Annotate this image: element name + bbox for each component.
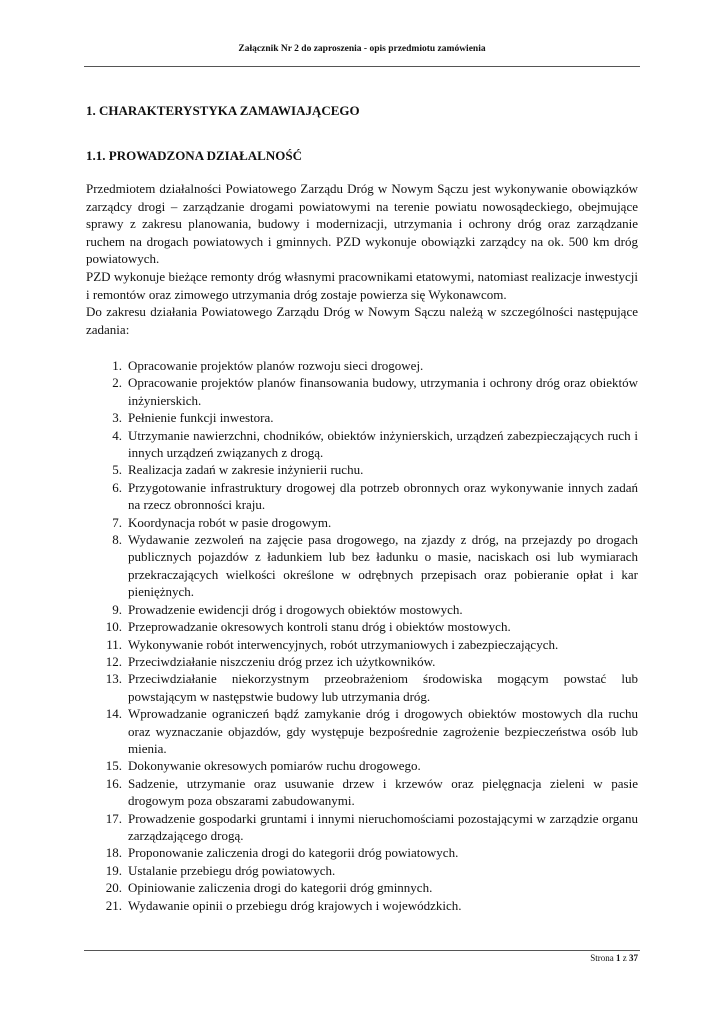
task-number: 13. [105, 671, 122, 687]
task-number: 10. [105, 619, 122, 635]
task-number: 20. [105, 880, 122, 896]
task-item [86, 757, 638, 774]
task-number: 3. [112, 410, 122, 426]
task-text: Wydawanie opinii o przebiegu dróg krajowych i wojewódzkich. [128, 897, 462, 913]
task-number: 8. [112, 532, 122, 548]
task-number: 14. [105, 706, 122, 722]
task-number: 1. [112, 358, 122, 373]
task-text: Proponowanie zaliczenia drogi do kategorii dróg powiatowych. [128, 845, 459, 861]
paragraph: PZD wykonuje bieżące remonty dróg własnymi pracownikami etatowymi, natomiast realizacje inwestycji i remontów oraz zimowego utrzymania dróg zostaje powierza się Wykonawcom. [86, 268, 638, 302]
task-text: Sadzenie, utrzymanie oraz usuwanie drzew i krzewów oraz pielęgnacja zieleni w pasie drogowym poza obszarami zabudowanymi. [128, 775, 638, 809]
task-item [86, 618, 638, 635]
page-label: Strona [590, 953, 614, 963]
task-number: 19. [105, 862, 122, 878]
task-item [86, 636, 638, 653]
task-number: 5. [112, 462, 122, 478]
task-number: 21. [105, 897, 122, 913]
task-text: Koordynacja robót w pasie drogowym. [128, 514, 332, 530]
task-item [86, 357, 638, 374]
task-item [86, 531, 638, 601]
task-item [86, 897, 638, 914]
task-item [86, 479, 638, 514]
header-divider [84, 66, 640, 67]
task-item [86, 514, 638, 531]
task-number: 11. [106, 636, 122, 652]
intro-text [86, 180, 638, 338]
paragraph: Do zakresu działania Powiatowego Zarządu Dróg w Nowym Sączu należą w szczególności następujące zadania: [86, 304, 638, 337]
task-item [86, 862, 638, 879]
task-text: Utrzymanie nawierzchni, chodników, obiektów inżynierskich, urządzeń zabezpieczających ruch i innych urządzeń związanych z drogą. [128, 427, 638, 461]
task-text: Dokonywanie okresowych pomiarów ruchu drogowego. [128, 758, 421, 774]
paragraph: Przedmiotem działalności Powiatowego Zarządu Dróg w Nowym Sączu jest wykonywanie obowiązków zarządcy drogi – zarządzanie drogami powiatowymi na terenie powiatu nowosądeckiego, obejmujące sprawy z zakresu planowania, budowy i modernizacji, utrzymania i ochrony dróg oraz zarządzanie ruchem na drogach powiatowych i gminnych. PZD wykonuje obowiązki zarządcy na ok. 500 km dróg powiatowych. [86, 181, 638, 267]
task-text: Wykonywanie robót interwencyjnych, robót utrzymaniowych i zabezpieczających. [128, 636, 559, 652]
task-list [86, 357, 638, 914]
task-item [86, 653, 638, 670]
page-number [590, 953, 638, 963]
task-number: 7. [112, 514, 122, 530]
task-item [86, 409, 638, 426]
task-item [86, 810, 638, 845]
task-text: Wydawanie zezwoleń na zajęcie pasa drogowego, na zjazdy z dróg, na przejazdy po drogach publicznych pojazdów z ładunkiem lub bez ładunku o masie, naciskach osi lub wymiarach przekraczających wielkości określone w odrębnych przepisach oraz pobieranie opłat i kar pieniężnych. [128, 532, 638, 600]
current-page: 1 [616, 953, 621, 963]
task-text: Ustalanie przebiegu dróg powiatowych. [128, 862, 336, 878]
section-heading-1-1: 1.1. PROWADZONA DZIAŁALNOŚĆ [86, 148, 302, 163]
task-number: 6. [112, 479, 122, 495]
task-text: Prowadzenie ewidencji dróg i drogowych obiektów mostowych. [128, 601, 463, 617]
task-number: 15. [105, 758, 122, 774]
task-number: 4. [112, 427, 122, 443]
task-item [86, 879, 638, 896]
task-number: 16. [105, 775, 122, 791]
task-item [86, 705, 638, 757]
section-heading-1: 1. CHARAKTERYSTYKA ZAMAWIAJĄCEGO [86, 103, 360, 118]
task-item [86, 844, 638, 861]
total-pages: 37 [629, 953, 638, 963]
task-item [86, 670, 638, 705]
page-sep: z [622, 953, 627, 963]
task-item [86, 374, 638, 409]
task-text: Przeprowadzanie okresowych kontroli stanu dróg i obiektów mostowych. [128, 619, 511, 635]
task-text: Opracowanie projektów planów finansowania budowy, utrzymania i ochrony dróg oraz obiektów inżynierskich. [128, 375, 638, 408]
task-number: 9. [112, 601, 122, 617]
task-item [86, 601, 638, 618]
page-header: Załącznik Nr 2 do zaproszenia - opis przedmiotu zamówienia [238, 44, 486, 54]
task-text: Opiniowanie zaliczenia drogi do kategorii dróg gminnych. [128, 880, 433, 896]
task-number: 12. [105, 653, 122, 669]
task-number: 2. [112, 375, 122, 391]
task-item [86, 427, 638, 462]
task-text: Prowadzenie gospodarki gruntami i innymi nieruchomościami pozostającymi w zarządzie organu zarządzającego drogą. [128, 810, 638, 843]
task-text: Wprowadzanie ograniczeń bądź zamykanie dróg i drogowych obiektów mostowych dla ruchu oraz wyznaczanie objazdów, gdy występuje bezpośrednie zagrożenie bezpieczeństwa osób lub mienia. [128, 706, 638, 756]
task-number: 17. [105, 810, 122, 826]
task-number: 18. [105, 845, 122, 861]
task-text: Przeciwdziałanie niekorzystnym przeobrażeniom środowiska mogącym powstać lub powstającym w następstwie budowy lub utrzymania dróg. [128, 671, 638, 704]
task-text: Pełnienie funkcji inwestora. [128, 410, 274, 426]
task-item [86, 461, 638, 478]
task-text: Realizacja zadań w zakresie inżynierii ruchu. [128, 462, 364, 478]
footer-divider [84, 950, 640, 951]
task-item [86, 775, 638, 810]
task-text: Opracowanie projektów planów rozwoju sieci drogowej. [128, 358, 424, 373]
task-text: Przeciwdziałanie niszczeniu dróg przez ich użytkowników. [128, 653, 436, 669]
task-text: Przygotowanie infrastruktury drogowej dla potrzeb obronnych oraz wykonywanie innych zadań na rzecz obronności kraju. [128, 479, 638, 513]
